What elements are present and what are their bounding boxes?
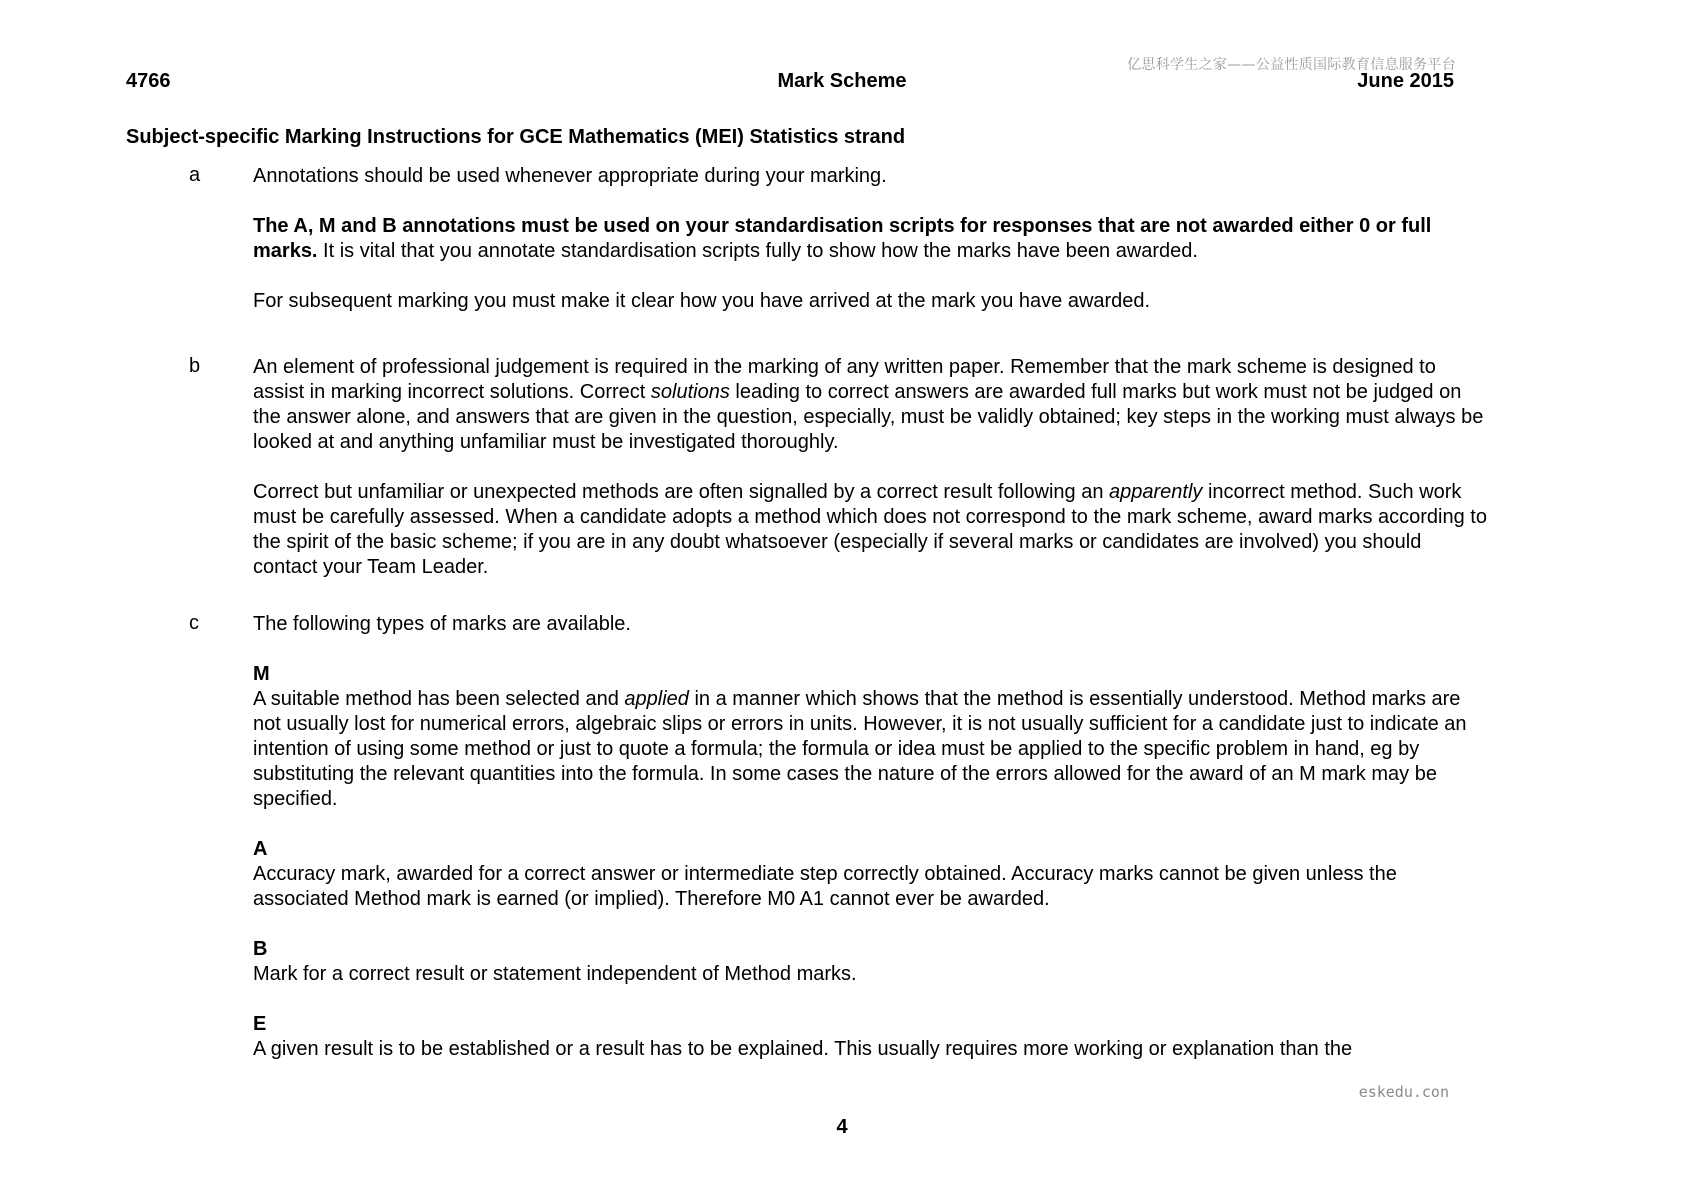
paragraph [253, 355, 1488, 455]
page-number: 4 [836, 1116, 848, 1138]
italic-text: applied [624, 688, 689, 710]
mark-type-description: Mark for a correct result or statement independent of Method marks. [253, 963, 857, 985]
watermark-text: 亿思科学生之家——公益性质国际教育信息服务平台 [1127, 57, 1456, 73]
mark-type-heading: M [253, 663, 270, 685]
mark-type-heading: B [253, 938, 268, 960]
item-marker: c [189, 612, 199, 634]
text-span: An element of professional judgement is required in the marking of any written paper. Remember that the mark scheme is designed to assist in marking incorrect solutions. Correct [253, 356, 1436, 403]
italic-text: apparently [1109, 481, 1203, 503]
paragraph [253, 214, 1488, 264]
italic-text: solutions [650, 381, 730, 403]
item-content [253, 164, 1488, 339]
mark-type-description: A given result is to be established or a result has to be explained. This usually requires more working or explanation than the [253, 1038, 1353, 1060]
paragraph: For subsequent marking you must make it clear how you have arrived at the mark you have awarded. [253, 290, 1151, 312]
text-span: It is vital that you annotate standardisation scripts fully to show how the marks have been awarded. [317, 240, 1198, 262]
mark-type-heading: E [253, 1013, 267, 1035]
item-content [253, 612, 1488, 1087]
text-span: in a manner which shows that the method is essentially understood. Method marks are not usually lost for numerical errors, algebraic slips or errors in units. However, it is not usually sufficient for a candidate just to indicate an intention of using some method or just to quote a formula; the formula or idea must be applied to the specific problem in hand, eg by substituting the relevant quantities into the formula. In some cases the nature of the errors allowed for the award of an M mark may be specified. [253, 688, 1467, 810]
mark-type-heading: A [253, 838, 268, 860]
section-title: Subject-specific Marking Instructions for GCE Mathematics (MEI) Statistics strand [126, 126, 906, 148]
text-span: A suitable method has been selected and [253, 688, 625, 710]
paragraph: The following types of marks are available. [253, 613, 631, 635]
mark-type-description [253, 687, 1488, 812]
document-title: Mark Scheme [777, 70, 907, 92]
item-marker: a [189, 164, 201, 186]
paragraph [253, 480, 1488, 580]
paragraph: Annotations should be used whenever appropriate during your marking. [253, 165, 887, 187]
text-span: incorrect method. Such work must be carefully assessed. When a candidate adopts a method which does not correspond to the mark scheme, award marks according to the spirit of the basic scheme; if you are in any doubt whatsoever (especially if several marks or candidates are involved) you should contact your Team Leader. [253, 481, 1487, 578]
paper-code: 4766 [126, 70, 171, 92]
item-content [253, 355, 1488, 605]
bold-text: The A, M and B annotations must be used on your standardisation scripts for responses that are not awarded either 0 or full marks. [253, 215, 1432, 262]
footer-watermark: eskedu.con [1358, 1083, 1449, 1101]
text-span: leading to correct answers are awarded full marks but work must not be judged on the answer alone, and answers that are given in the question, especially, must be validly obtained; key steps in the working must always be looked at and anything unfamiliar must be investigated thoroughly. [253, 381, 1484, 453]
text-span: Correct but unfamiliar or unexpected methods are often signalled by a correct result following an [253, 481, 1110, 503]
exam-date: June 2015 [1357, 70, 1454, 92]
mark-type-description: Accuracy mark, awarded for a correct answer or intermediate step correctly obtained. Accuracy marks cannot be given unless the associated Method mark is earned (or implied). Therefore M0 A1 cannot ever be awarded. [253, 863, 1397, 910]
item-marker: b [189, 355, 201, 377]
